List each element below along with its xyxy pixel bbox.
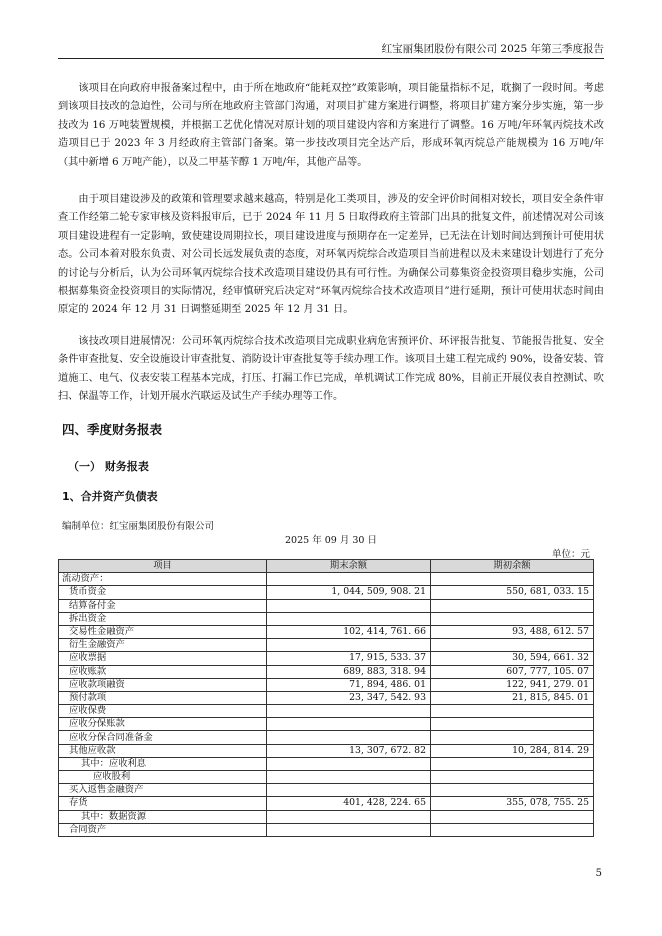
compiling-unit: 编制单位：红宝丽集团股份有限公司 [62, 521, 215, 532]
row-end-balance [267, 810, 431, 823]
paragraph-project-delay: 由于项目建设涉及的政策和管理要求越来越高，特别是化工类项目，涉及的安全评价时间相对较长，项目安全条件审查工作经第二轮专家审核及资料报审后，已于 2024 年 11 月 5 日取得政府主管部门出具的批复文件，前述情况对公司该项目建设进程有一定影响，致使建设周期拉长，项目建设进度与预期存在一定差异，已无法在计划时间达到预计可使用状态。公司本着对股东负责、对公司长远发展负责的态度，对环氧丙烷综合改造项目当前进程以及未来建设计划进行了充分的讨论与分析后，认为公司环氧丙烷综合技术改造项目建设仍具有可行性。为确保公司募集资金投资项目稳步实施，公司根据募集资金投资项目的实际情况，经审慎研究后决定对“环氧丙烷综合技术改造项目”进行延期，预计可使用状态时间由原定的 2024 年 12 月 31 日调整延期至 2025 年 12 月 31 日。 [58, 194, 604, 316]
paragraph-project-progress: 该技改项目进展情况：公司环氧丙烷综合技术改造项目完成职业病危害预评价、环评报告批复、节能报告批复、安全条件审查批复、安全设施设计审查批复、消防设计审查批复等手续办理工作。该项目土建工程完成约 90%，设备安装、管道施工、电气、仪表安装工程基本完成，打压、打漏工作已完成，单机调试工作完成 80%，目前正开展仪表自控测试、吹扫、保温等工作，计划开展水汽联运及试生产手续办理等工作。 [58, 336, 604, 403]
subsection-title: （一） 财务报表 [68, 460, 149, 473]
table-row [59, 771, 594, 784]
table-row [59, 586, 594, 599]
row-begin-balance: 93, 488, 612. 57 [431, 625, 594, 638]
row-item-label: 流动资产： [59, 573, 267, 586]
row-end-balance: 71, 894, 486. 01 [267, 678, 431, 691]
row-end-balance: 13, 307, 672. 82 [267, 744, 431, 757]
row-item-label: 拆出资金 [59, 612, 267, 625]
table-row [59, 731, 594, 744]
table-row [59, 823, 594, 836]
row-begin-balance [431, 771, 594, 784]
row-item-label: 预付款项 [59, 691, 267, 704]
row-end-balance [267, 639, 431, 652]
table-row [59, 797, 594, 810]
row-item-label: 应收款项融资 [59, 678, 267, 691]
report-date: 2025 年 09 月 30 日 [285, 535, 377, 546]
row-end-balance: 1, 044, 509, 908. 21 [267, 586, 431, 599]
row-begin-balance: 122, 941, 279. 01 [431, 678, 594, 691]
table-row [59, 784, 594, 797]
row-item-label: 其他应收款 [59, 744, 267, 757]
header-end-balance: 期末余额 [267, 560, 431, 573]
row-end-balance [267, 718, 431, 731]
row-item-label: 买入返售金融资产 [59, 784, 267, 797]
row-item-label: 货币资金 [59, 586, 267, 599]
row-begin-balance [431, 731, 594, 744]
table-row [59, 625, 594, 638]
row-end-balance: 689, 883, 318. 94 [267, 665, 431, 678]
row-begin-balance [431, 573, 594, 586]
row-begin-balance [431, 639, 594, 652]
table-row [59, 612, 594, 625]
paragraph-project-filing: 该项目在向政府申报备案过程中，由于所在地政府“能耗双控”政策影响，项目能量指标不足，耽搁了一段时间。考虑到该项目技改的急迫性，公司与所在地政府主管部门沟通，对项目扩建方案进行调整，将项目扩建方案分步实施，第一步技改为 16 万吨装置规模，并根据工艺优化情况对原计划的项目建设内容和方案进行了调整。16 万吨/年环氧丙烷技术改造项目已于 2023 年 3 月经政府主管部门备案。第一步技改项目完全达产后，形成环氧丙烷总产能规模为 16 万吨/年（其中新增 6 万吨产能），以及二甲基苄醇 1 万吨/年，其他产品等。 [58, 83, 604, 168]
row-item-label: 应收分保合同准备金 [59, 731, 267, 744]
row-end-balance: 23, 347, 542. 93 [267, 691, 431, 704]
row-item-label: 应收票据 [59, 652, 267, 665]
row-end-balance [267, 731, 431, 744]
row-item-label: 应收股利 [59, 771, 267, 784]
row-end-balance [267, 757, 431, 770]
row-item-label: 应收保费 [59, 705, 267, 718]
row-begin-balance [431, 705, 594, 718]
row-begin-balance: 10, 284, 814. 29 [431, 744, 594, 757]
table-row [59, 757, 594, 770]
row-end-balance: 17, 915, 533. 37 [267, 652, 431, 665]
row-item-label: 应收账款 [59, 665, 267, 678]
header-begin-balance: 期初余额 [431, 560, 594, 573]
page-header: 红宝丽集团股份有限公司 2025 年第三季度报告 [58, 40, 604, 59]
header-item: 项目 [59, 560, 267, 573]
table-body [59, 573, 594, 837]
row-item-label: 合同资产 [59, 823, 267, 836]
row-end-balance [267, 771, 431, 784]
row-item-label: 存货 [59, 797, 267, 810]
table-row [59, 810, 594, 823]
row-begin-balance: 21, 815, 845. 01 [431, 691, 594, 704]
balance-sheet-table [58, 559, 594, 837]
table-row [59, 665, 594, 678]
row-end-balance [267, 573, 431, 586]
row-begin-balance [431, 810, 594, 823]
row-end-balance [267, 705, 431, 718]
row-item-label: 其中：应收利息 [59, 757, 267, 770]
page-number: 5 [595, 868, 602, 879]
table-row [59, 705, 594, 718]
table-row [59, 678, 594, 691]
table-header-row [59, 560, 594, 573]
row-item-label: 应收分保账款 [59, 718, 267, 731]
row-item-label: 其中：数据资源 [59, 810, 267, 823]
row-begin-balance [431, 784, 594, 797]
row-begin-balance [431, 718, 594, 731]
table-row [59, 744, 594, 757]
row-item-label: 结算备付金 [59, 599, 267, 612]
row-begin-balance: 30, 594, 661. 32 [431, 652, 594, 665]
row-end-balance [267, 823, 431, 836]
section-title: 四、季度财务报表 [62, 422, 163, 437]
table-row [59, 691, 594, 704]
table-row [59, 718, 594, 731]
row-begin-balance: 607, 777, 105. 07 [431, 665, 594, 678]
row-begin-balance [431, 823, 594, 836]
row-begin-balance [431, 757, 594, 770]
row-end-balance: 401, 428, 224. 65 [267, 797, 431, 810]
table-row [59, 599, 594, 612]
currency-unit: 单位：元 [551, 549, 590, 560]
row-begin-balance: 355, 078, 755. 25 [431, 797, 594, 810]
row-end-balance [267, 784, 431, 797]
balance-sheet-title: 1、合并资产负债表 [62, 490, 158, 503]
row-begin-balance [431, 612, 594, 625]
row-begin-balance: 550, 681, 033. 15 [431, 586, 594, 599]
row-end-balance [267, 599, 431, 612]
table-row [59, 573, 594, 586]
row-end-balance: 102, 414, 761. 66 [267, 625, 431, 638]
row-end-balance [267, 612, 431, 625]
table-row [59, 639, 594, 652]
row-begin-balance [431, 599, 594, 612]
row-item-label: 衍生金融资产 [59, 639, 267, 652]
row-item-label: 交易性金融资产 [59, 625, 267, 638]
table-row [59, 652, 594, 665]
